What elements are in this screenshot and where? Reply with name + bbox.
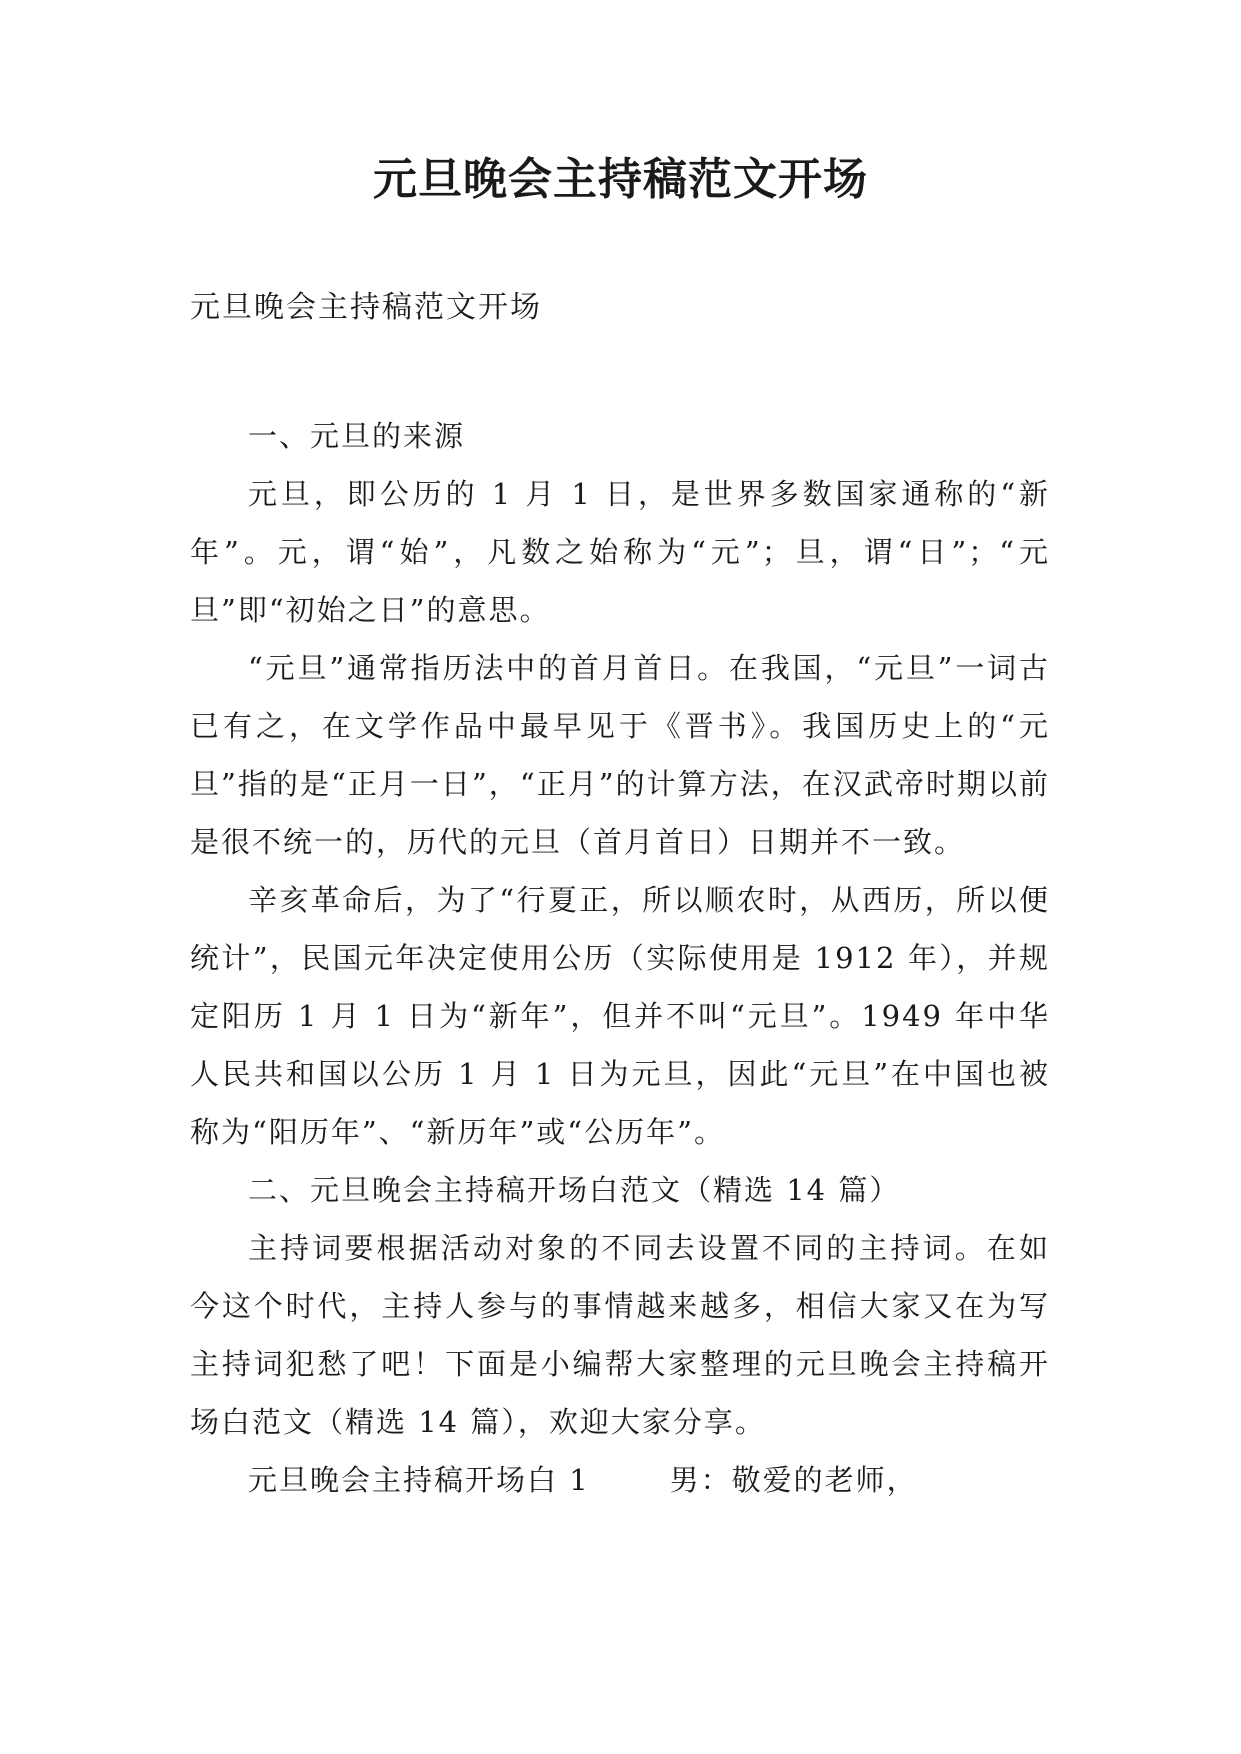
speech-opening: 男：敬爱的老师， <box>669 1463 918 1497</box>
speech-heading: 元旦晚会主持稿开场白 1 <box>248 1463 590 1497</box>
section-heading-origin: 一、元旦的来源 <box>248 419 466 453</box>
speech-line <box>190 1451 1050 1509</box>
paragraph-history: “元旦”通常指历法中的首月首日。在我国，“元旦”一词古已有之，在文学作品中最早见于《晋书》。我国历史上的“元旦”指的是“正月一日”，“正月”的计算方法，在汉武帝时期以前是很不统一的，历代的元旦（首月首日）日期并不一致。 <box>190 651 1050 859</box>
paragraph-definition: 元旦，即公历的 1 月 1 日，是世界多数国家通称的“新年”。元，谓“始”，凡数之始称为“元”；旦，谓“日”；“元旦”即“初始之日”的意思。 <box>190 477 1050 627</box>
paragraph-republic: 辛亥革命后，为了“行夏正，所以顺农时，从西历，所以便统计”，民国元年决定使用公历（实际使用是 1912 年），并规定阳历 1 月 1 日为“新年”，但并不叫“元旦”。1949 年中华人民共和国以公历 1 月 1 日为元旦，因此“元旦”在中国也被称为“阳历年”、“新历年”或“公历年”。 <box>190 883 1050 1149</box>
section-heading-speeches: 二、元旦晚会主持稿开场白范文（精选 14 篇） <box>248 1173 901 1207</box>
paragraph-intro: 主持词要根据活动对象的不同去设置不同的主持词。在如今这个时代，主持人参与的事情越来越多，相信大家又在为写主持词犯愁了吧！下面是小编帮大家整理的元旦晚会主持稿开场白范文（精选 14 篇），欢迎大家分享。 <box>190 1231 1050 1439</box>
document-body <box>190 407 1050 1509</box>
document-subtitle: 元旦晚会主持稿范文开场 <box>190 290 542 325</box>
document-title: 元旦晚会主持稿范文开场 <box>373 154 868 205</box>
